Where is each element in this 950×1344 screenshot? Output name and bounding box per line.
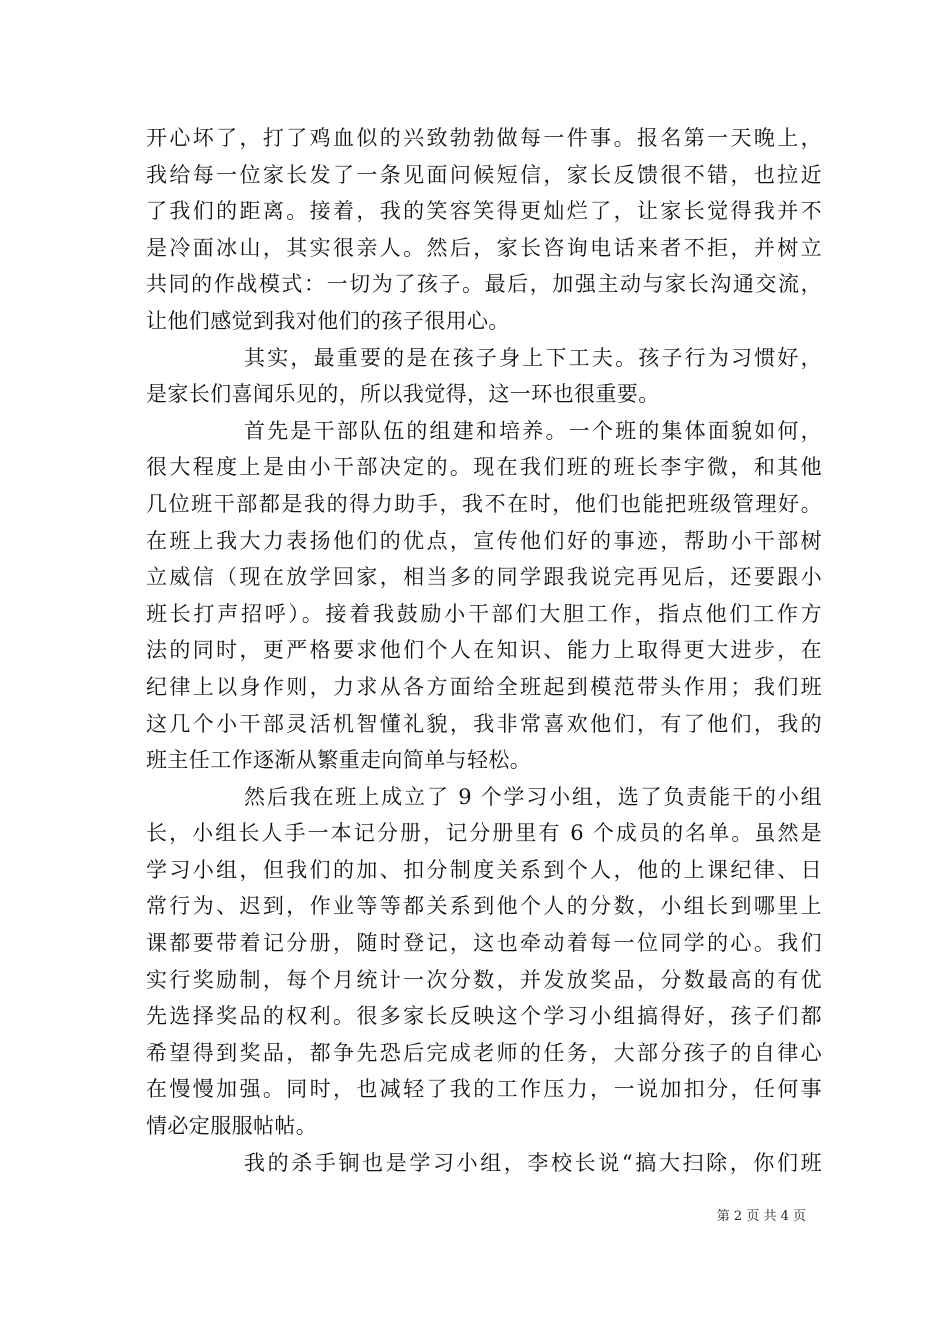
text-line: 长，小组长人手一本记分册，记分册里有 6 个成员的名单。虽然是 bbox=[146, 821, 822, 846]
text-line: 其实，最重要的是在孩子身上下工夫。孩子行为习惯好， bbox=[244, 345, 822, 370]
text-line: 课都要带着记分册，随时登记，这也牵动着每一位同学的心。我们 bbox=[146, 931, 822, 956]
text-line: 我的杀手锏也是学习小组，李校长说“搞大扫除，你们班 bbox=[244, 1150, 822, 1175]
paragraph bbox=[146, 120, 822, 340]
text-line: 情必定服服帖帖。 bbox=[146, 1114, 318, 1139]
text-line: 学习小组，但我们的加、扣分制度关系到个人，他的上课纪律、日 bbox=[146, 857, 822, 882]
text-line: 首先是干部队伍的组建和培养。一个班的集体面貌如何， bbox=[244, 418, 822, 443]
text-line: 开心坏了，打了鸡血似的兴致勃勃做每一件事。报名第一天晚上， bbox=[146, 126, 822, 150]
text-line: 希望得到奖品，都争先恐后完成老师的任务，大部分孩子的自律心 bbox=[146, 1040, 822, 1065]
page-footer: 第 2 页 共 4 页 bbox=[716, 1209, 806, 1224]
paragraph bbox=[146, 413, 822, 779]
text-line: 纪律上以身作则，力求从各方面给全班起到模范带头作用；我们班 bbox=[146, 674, 822, 699]
text-line: 班主任工作逐渐从繁重走向简单与轻松。 bbox=[146, 748, 532, 773]
text-line: 在慢慢加强。同时，也减轻了我的工作压力，一说加扣分，任何事 bbox=[146, 1077, 822, 1102]
text-line: 是家长们喜闻乐见的，所以我觉得，这一环也很重要。 bbox=[146, 382, 660, 407]
text-line: 先选择奖品的权利。很多家长反映这个学习小组搞得好，孩子们都 bbox=[146, 1004, 822, 1029]
text-line: 实行奖励制，每个月统计一次分数，并发放奖品，分数最高的有优 bbox=[146, 967, 822, 992]
text-line: 在班上我大力表扬他们的优点，宣传他们好的事迹，帮助小干部树 bbox=[146, 528, 822, 553]
text-line: 班长打声招呼）。接着我鼓励小干部们大胆工作，指点他们工作方 bbox=[146, 601, 822, 626]
text-line: 常行为、迟到，作业等等都关系到他个人的分数，小组长到哪里上 bbox=[146, 894, 822, 919]
text-line: 是冷面冰山，其实很亲人。然后，家长咨询电话来者不拒，并树立 bbox=[146, 235, 822, 260]
paragraph bbox=[146, 779, 822, 1145]
text-line: 法的同时，更严格要求他们个人在知识、能力上取得更大进步，在 bbox=[146, 638, 822, 663]
text-line: 很大程度上是由小干部决定的。现在我们班的班长李宇微，和其他 bbox=[146, 455, 822, 480]
paragraph bbox=[146, 340, 822, 413]
text-line: 让他们感觉到我对他们的孩子很用心。 bbox=[146, 308, 510, 333]
text-line: 几位班干部都是我的得力助手，我不在时，他们也能把班级管理好。 bbox=[146, 491, 822, 516]
text-line: 立威信（现在放学回家，相当多的同学跟我说完再见后，还要跟小 bbox=[146, 565, 822, 590]
text-line: 这几个小干部灵活机智懂礼貌，我非常喜欢他们，有了他们，我的 bbox=[146, 711, 822, 736]
body-text bbox=[146, 120, 822, 1181]
text-line: 我给每一位家长发了一条见面问候短信，家长反馈很不错，也拉近 bbox=[146, 162, 822, 187]
text-line: 然后我在班上成立了 9 个学习小组，选了负责能干的小组 bbox=[244, 784, 822, 809]
paragraph bbox=[146, 1145, 822, 1182]
text-line: 了我们的距离。接着，我的笑容笑得更灿烂了，让家长觉得我并不 bbox=[146, 199, 822, 224]
text-line: 共同的作战模式：一切为了孩子。最后，加强主动与家长沟通交流， bbox=[146, 272, 822, 297]
